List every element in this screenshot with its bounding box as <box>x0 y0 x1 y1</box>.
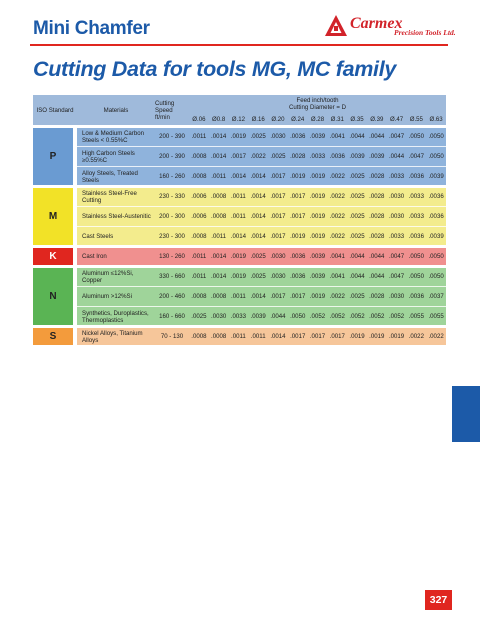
feed-value-cell: .0041 <box>329 253 345 260</box>
speed-cell: 230 - 300 <box>159 233 185 240</box>
feed-value-cell: .0025 <box>191 313 207 320</box>
speed-cell: 200 - 390 <box>159 153 185 160</box>
logo-subtitle: Precision Tools Ltd. <box>394 28 456 37</box>
feed-value-cell: .0022 <box>250 153 266 160</box>
feed-value-cell: .0014 <box>211 253 227 260</box>
feed-value-cell: .0017 <box>329 333 345 340</box>
row-divider <box>77 146 446 147</box>
feed-value-cell: .0017 <box>270 213 286 220</box>
feed-value-cell: .0022 <box>428 333 444 340</box>
table-header <box>33 95 446 125</box>
feed-value-cell: .0033 <box>309 153 326 160</box>
feed-value-cell: .0006 <box>191 193 207 200</box>
diameter-header-cell: Ø.16 <box>251 115 265 123</box>
feed-value-cell: .0050 <box>428 153 444 160</box>
feed-value-cell: .0019 <box>309 173 326 180</box>
feed-value-cell: .0044 <box>349 133 365 140</box>
diameter-header-cell: Ø.31 <box>330 115 344 123</box>
feed-value-cell: .0017 <box>270 233 286 240</box>
feed-value-cell: .0033 <box>408 213 424 220</box>
table-row <box>33 228 446 245</box>
table-row <box>33 248 446 265</box>
feed-value-cell: .0036 <box>408 293 424 300</box>
feed-value-cell: .0050 <box>428 273 444 280</box>
feed-value-cell: .0008 <box>191 233 207 240</box>
feed-value-cell: .0011 <box>231 213 246 220</box>
feed-value-cell: .0030 <box>211 313 227 320</box>
diameter-header-cell: Ø.35 <box>350 115 364 123</box>
feed-value-cell: .0039 <box>369 153 385 160</box>
feed-value-cell: .0014 <box>250 233 266 240</box>
header-feed-title: Feed inch/tooth <box>296 97 339 104</box>
header-iso: ISO Standard <box>36 106 74 114</box>
feed-value-cell: .0030 <box>388 193 405 200</box>
table-row <box>33 288 446 305</box>
material-cell: Stainless Steel-Austenitic <box>82 213 151 220</box>
feed-value-cell: .0030 <box>270 253 286 260</box>
feed-value-cell: .0050 <box>408 133 424 140</box>
feed-value-cell: .0014 <box>250 293 266 300</box>
feed-value-cell: .0044 <box>369 133 385 140</box>
feed-value-cell: .0019 <box>230 273 247 280</box>
speed-cell: 200 - 460 <box>159 293 185 300</box>
feed-value-cell: .0019 <box>309 293 326 300</box>
feed-value-cell: .0017 <box>290 193 306 200</box>
feed-value-cell: .0025 <box>349 213 365 220</box>
material-cell: Low & Medium Carbon Steels < 0.55%C <box>82 129 144 144</box>
material-cell: High Carbon Steels ≥0.55%C <box>82 149 135 164</box>
feed-value-cell: .0019 <box>309 233 326 240</box>
feed-value-cell: .0011 <box>211 233 227 240</box>
feed-value-cell: .0019 <box>290 233 306 240</box>
feed-value-cell: .0008 <box>211 333 227 340</box>
feed-value-cell: .0030 <box>388 213 405 220</box>
feed-value-cell: .0014 <box>230 173 247 180</box>
feed-value-cell: .0036 <box>290 273 306 280</box>
feed-value-cell: .0017 <box>309 333 326 340</box>
feed-value-cell: .0011 <box>231 333 246 340</box>
feed-value-cell: .0039 <box>309 273 326 280</box>
iso-group-p: P <box>33 128 73 185</box>
page-number: 327 <box>425 590 452 610</box>
feed-value-cell: .0025 <box>349 293 365 300</box>
feed-value-cell: .0050 <box>428 133 444 140</box>
feed-value-cell: .0011 <box>231 193 246 200</box>
row-divider <box>77 206 446 207</box>
feed-value-cell: .0019 <box>290 173 306 180</box>
iso-group-m: M <box>33 188 73 245</box>
feed-value-cell: .0017 <box>230 153 247 160</box>
diameter-header-cell: Ø.28 <box>310 115 325 123</box>
feed-value-cell: .0050 <box>408 273 424 280</box>
logo-name: Carmex <box>350 15 403 32</box>
feed-value-cell: .0033 <box>230 313 247 320</box>
feed-value-cell: .0044 <box>369 273 385 280</box>
feed-value-cell: .0039 <box>309 253 326 260</box>
feed-value-cell: .0052 <box>349 313 365 320</box>
feed-value-cell: .0008 <box>211 293 227 300</box>
table-row <box>33 168 446 185</box>
header-speed: Cutting Speed ft/min <box>155 99 175 121</box>
feed-value-cell: .0050 <box>428 253 444 260</box>
feed-value-cell: .0022 <box>329 193 345 200</box>
row-divider <box>77 286 446 287</box>
feed-value-cell: .0036 <box>408 233 424 240</box>
speed-cell: 160 - 260 <box>159 173 185 180</box>
row-divider <box>77 226 446 227</box>
feed-value-cell: .0052 <box>329 313 345 320</box>
feed-value-cell: .0008 <box>191 293 207 300</box>
iso-group-s: S <box>33 328 73 345</box>
feed-value-cell: .0014 <box>250 193 266 200</box>
feed-value-cell: .0030 <box>270 273 286 280</box>
diameter-header-cell: Ø0.8 <box>212 115 226 123</box>
table-row <box>33 188 446 205</box>
feed-value-cell: .0028 <box>290 153 306 160</box>
feed-value-cell: .0050 <box>408 253 424 260</box>
section-title: Cutting Data for tools MG, MC family <box>33 57 397 81</box>
feed-value-cell: .0028 <box>369 213 385 220</box>
feed-value-cell: .0041 <box>329 273 345 280</box>
table-row <box>33 128 446 145</box>
feed-value-cell: .0017 <box>290 333 306 340</box>
feed-value-cell: .0017 <box>270 173 286 180</box>
material-cell: Nickel Alloys, Titanium Alloys <box>82 329 143 344</box>
feed-value-cell: .0008 <box>191 333 207 340</box>
diameter-header-cell: Ø.20 <box>271 115 285 123</box>
carmex-logo-icon <box>324 14 348 38</box>
material-cell: Cast Steels <box>82 233 114 240</box>
speed-cell: 160 - 660 <box>159 313 185 320</box>
feed-value-cell: .0052 <box>369 313 385 320</box>
feed-value-cell: .0019 <box>309 193 326 200</box>
feed-value-cell: .0039 <box>428 233 444 240</box>
feed-value-cell: .0025 <box>349 233 365 240</box>
feed-value-cell: .0014 <box>270 333 286 340</box>
speed-cell: 70 - 130 <box>160 333 184 340</box>
feed-value-cell: .0025 <box>349 193 365 200</box>
feed-value-cell: .0055 <box>428 313 444 320</box>
material-cell: Cast Iron <box>82 253 107 260</box>
feed-value-cell: .0036 <box>428 213 444 220</box>
feed-value-cell: .0014 <box>250 213 266 220</box>
chapter-title: Mini Chamfer <box>33 18 150 39</box>
feed-value-cell: .0036 <box>329 153 345 160</box>
feed-value-cell: .0014 <box>211 273 227 280</box>
iso-group-n: N <box>33 268 73 325</box>
feed-value-cell: .0044 <box>349 253 365 260</box>
speed-cell: 330 - 660 <box>159 273 185 280</box>
header-feed <box>189 95 446 113</box>
feed-value-cell: .0047 <box>388 133 405 140</box>
header-rule <box>30 44 448 46</box>
feed-value-cell: .0033 <box>408 193 424 200</box>
feed-value-cell: .0036 <box>290 253 306 260</box>
feed-value-cell: .0019 <box>349 333 365 340</box>
feed-value-cell: .0052 <box>309 313 326 320</box>
feed-value-cell: .0022 <box>329 233 345 240</box>
carmex-logo <box>322 13 456 41</box>
feed-value-cell: .0047 <box>388 273 405 280</box>
cutting-data-table <box>33 95 446 348</box>
feed-value-cell: .0019 <box>230 253 247 260</box>
feed-value-cell: .0036 <box>290 133 306 140</box>
feed-value-cell: .0041 <box>329 133 345 140</box>
feed-value-cell: .0011 <box>250 333 266 340</box>
feed-value-cell: .0039 <box>349 153 365 160</box>
feed-value-cell: .0044 <box>388 153 405 160</box>
diameter-header-cell: Ø.39 <box>370 115 384 123</box>
feed-value-cell: .0008 <box>211 213 227 220</box>
feed-value-cell: .0025 <box>270 153 286 160</box>
feed-value-cell: .0022 <box>329 173 345 180</box>
feed-value-cell: .0022 <box>329 293 345 300</box>
feed-value-cell: .0047 <box>408 153 424 160</box>
feed-value-cell: .0006 <box>191 213 207 220</box>
feed-value-cell: .0033 <box>388 173 405 180</box>
feed-value-cell: .0039 <box>428 173 444 180</box>
feed-value-cell: .0044 <box>270 313 286 320</box>
feed-value-cell: .0025 <box>349 173 365 180</box>
diameter-header-cell: Ø.12 <box>231 115 246 123</box>
feed-value-cell: .0011 <box>211 173 227 180</box>
feed-value-cell: .0019 <box>388 333 405 340</box>
feed-value-cell: .0028 <box>369 233 385 240</box>
feed-value-cell: .0033 <box>388 233 405 240</box>
table-row <box>33 148 446 165</box>
feed-value-cell: .0030 <box>388 293 405 300</box>
feed-value-cell: .0017 <box>290 293 306 300</box>
feed-value-cell: .0008 <box>211 193 227 200</box>
feed-value-cell: .0019 <box>309 213 326 220</box>
feed-value-cell: .0036 <box>408 173 424 180</box>
diameter-header-cell: Ø.06 <box>192 115 206 123</box>
diameter-header-cell: Ø.55 <box>409 115 423 123</box>
material-cell: Aluminum >12%Si <box>82 293 132 300</box>
material-cell: Stainless Steel-Free Cutting <box>82 189 137 204</box>
feed-value-cell: .0028 <box>369 193 385 200</box>
feed-value-cell: .0039 <box>309 133 326 140</box>
diameter-header-cell: Ø.47 <box>389 115 404 123</box>
speed-cell: 200 - 300 <box>159 213 185 220</box>
speed-cell: 200 - 390 <box>159 133 185 140</box>
feed-value-cell: .0008 <box>191 173 207 180</box>
feed-value-cell: .0011 <box>191 273 207 280</box>
header-materials: Materials <box>103 106 129 114</box>
table-row <box>33 208 446 225</box>
feed-value-cell: .0044 <box>349 273 365 280</box>
feed-value-cell: .0030 <box>270 133 286 140</box>
feed-value-cell: .0028 <box>369 293 385 300</box>
feed-value-cell: .0019 <box>369 333 385 340</box>
feed-value-cell: .0036 <box>428 193 444 200</box>
feed-value-cell: .0037 <box>428 293 444 300</box>
feed-value-cell: .0011 <box>191 133 207 140</box>
table-row <box>33 328 446 345</box>
table-row <box>33 268 446 285</box>
feed-value-cell: .0039 <box>250 313 266 320</box>
feed-value-cell: .0044 <box>369 253 385 260</box>
speed-cell: 230 - 330 <box>159 193 185 200</box>
feed-value-cell: .0025 <box>250 253 266 260</box>
feed-value-cell: .0022 <box>408 333 424 340</box>
feed-value-cell: .0025 <box>250 273 266 280</box>
feed-value-cell: .0050 <box>290 313 306 320</box>
diameter-header-row <box>189 113 446 125</box>
iso-group-k: K <box>33 248 73 265</box>
diameter-header-cell: Ø.63 <box>429 115 443 123</box>
feed-value-cell: .0014 <box>230 233 247 240</box>
feed-value-cell: .0008 <box>191 153 207 160</box>
feed-value-cell: .0022 <box>329 213 345 220</box>
material-cell: Alloy Steels, Treated Steels <box>82 169 138 184</box>
feed-value-cell: .0047 <box>388 253 405 260</box>
material-cell: Synthetics, Duroplastics, Thermoplastics <box>82 309 149 324</box>
material-cell: Aluminum ≤12%Si, Copper <box>82 269 134 284</box>
feed-value-cell: .0011 <box>191 253 207 260</box>
feed-value-cell: .0055 <box>408 313 424 320</box>
diameter-header-cell: Ø.24 <box>291 115 305 123</box>
feed-value-cell: .0025 <box>250 133 266 140</box>
row-divider <box>77 306 446 307</box>
feed-value-cell: .0017 <box>270 193 286 200</box>
feed-value-cell: .0052 <box>388 313 405 320</box>
row-divider <box>77 166 446 167</box>
side-tab <box>452 386 480 442</box>
feed-value-cell: .0017 <box>290 213 306 220</box>
table-row <box>33 308 446 325</box>
feed-value-cell: .0017 <box>270 293 286 300</box>
feed-value-cell: .0028 <box>369 173 385 180</box>
feed-value-cell: .0011 <box>231 293 246 300</box>
feed-value-cell: .0014 <box>211 153 227 160</box>
feed-value-cell: .0014 <box>250 173 266 180</box>
feed-value-cell: .0014 <box>211 133 227 140</box>
speed-cell: 130 - 260 <box>159 253 185 260</box>
header-feed-subtitle: Cutting Diameter = D <box>288 104 347 111</box>
feed-value-cell: .0019 <box>230 133 247 140</box>
